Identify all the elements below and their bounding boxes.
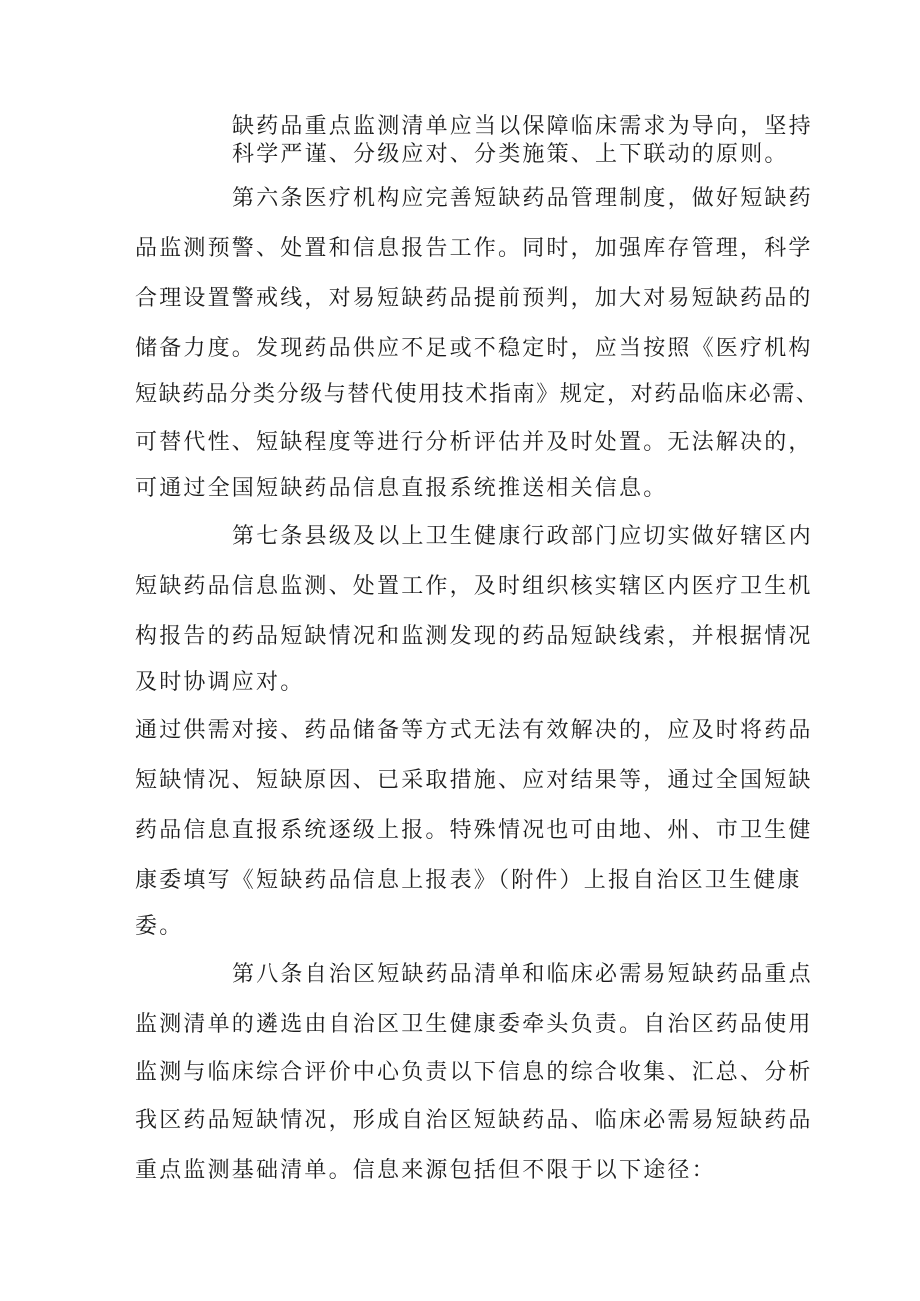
text-line: 委。	[135, 914, 184, 939]
text-line: 合理设置警戒线，对易短缺药品提前预判，加大对易短缺药品的	[135, 286, 813, 311]
text-line: 可通过全国短缺药品信息直报系统推送相关信息。	[135, 476, 668, 501]
article-7-heading-line: 第七条县级及以上卫生健康行政部门应切实做好辖区内	[232, 524, 813, 549]
text-line: 短缺药品分类分级与替代使用技术指南》规定，对药品临床必需、	[135, 382, 820, 407]
text-line: 品监测预警、处置和信息报告工作。同时，加强库存管理，科学	[135, 236, 813, 261]
text-line: 及时协调应对。	[135, 670, 305, 695]
text-line: 重点监测基础清单。信息来源包括但不限于以下途径：	[135, 1158, 716, 1183]
article-6-heading-line: 第六条医疗机构应完善短缺药品管理制度，做好短缺药	[232, 186, 813, 211]
text-line: 监测清单的遴选由自治区卫生健康委牵头负责。自治区药品使用	[135, 1012, 813, 1037]
text-line: 可替代性、短缺程度等进行分析评估并及时处置。无法解决的，	[135, 430, 813, 455]
text-line: 监测与临床综合评价中心负责以下信息的综合收集、汇总、分析	[135, 1060, 813, 1085]
text-line: 科学严谨、分级应对、分类施策、上下联动的原则。	[232, 142, 789, 167]
text-line: 短缺情况、短缺原因、已采取措施、应对结果等，通过全国短缺	[135, 768, 813, 793]
text-line: 短缺药品信息监测、处置工作，及时组织核实辖区内医疗卫生机	[135, 574, 813, 599]
text-line: 药品信息直报系统逐级上报。特殊情况也可由地、州、市卫生健	[135, 818, 813, 843]
text-line: 构报告的药品短缺情况和监测发现的药品短缺线索，并根据情况	[135, 624, 813, 649]
text-line: 缺药品重点监测清单应当以保障临床需求为导向，坚持	[232, 114, 813, 139]
text-line: 通过供需对接、药品储备等方式无法有效解决的，应及时将药品	[135, 718, 813, 743]
text-line: 储备力度。发现药品供应不足或不稳定时，应当按照《医疗机构	[135, 336, 813, 361]
text-line: 康委填写《短缺药品信息上报表》（附件）上报自治区卫生健康	[135, 868, 802, 893]
text-line: 我区药品短缺情况，形成自治区短缺药品、临床必需易短缺药品	[135, 1108, 813, 1133]
article-8-heading-line: 第八条自治区短缺药品清单和临床必需易短缺药品重点	[232, 962, 813, 987]
